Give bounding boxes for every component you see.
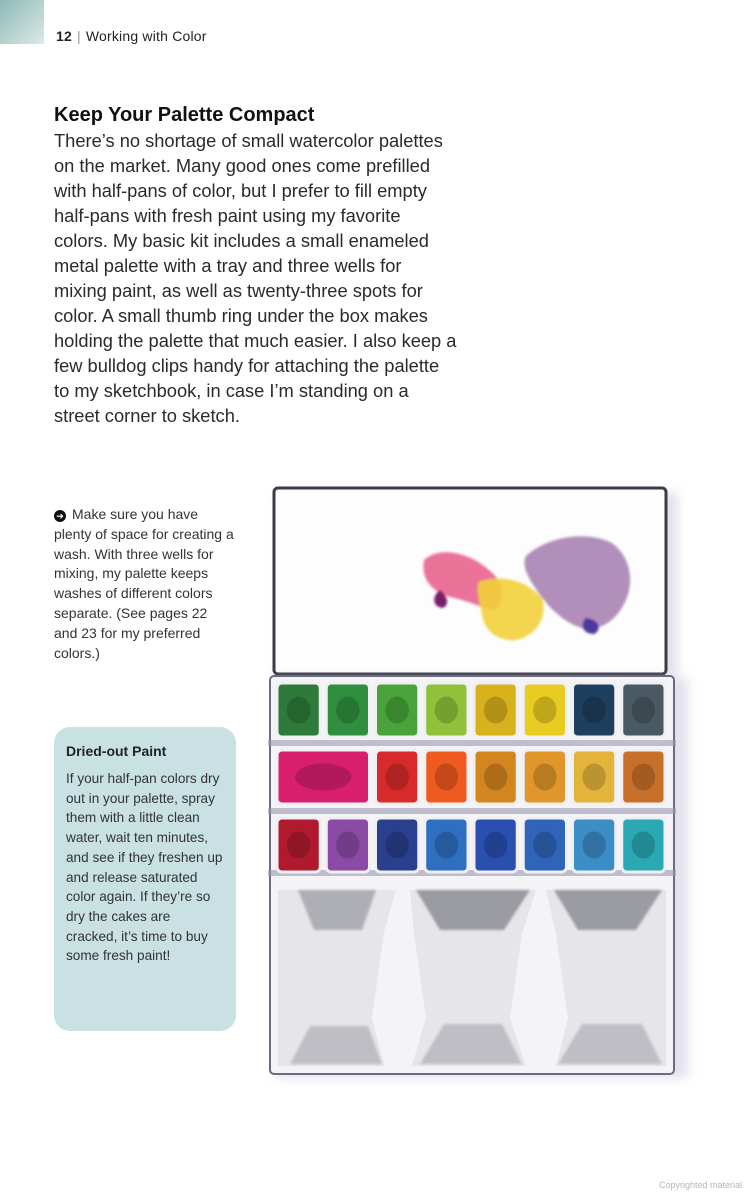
pan-texture [385, 832, 409, 859]
pan-texture [484, 697, 508, 724]
pan-texture [435, 764, 459, 791]
copyright-watermark: Copyrighted material [658, 1180, 742, 1190]
pan-texture [632, 764, 656, 791]
pan-texture [533, 764, 557, 791]
arrow-circle-icon: ➔ [54, 510, 66, 522]
running-head [56, 28, 207, 44]
pan-texture [435, 832, 459, 859]
pan-texture [435, 697, 459, 724]
pan-texture [484, 764, 508, 791]
corner-tab [0, 0, 44, 44]
pan-texture [582, 697, 606, 724]
row-divider [268, 808, 676, 814]
pan-texture [632, 832, 656, 859]
mixing-wells [278, 890, 666, 1066]
pan-texture [287, 697, 311, 724]
section-title: Working with Color [85, 28, 207, 44]
tip-sidebar [54, 727, 236, 1031]
sidebar-title: Dried-out Paint [66, 743, 167, 759]
pan-texture [533, 832, 557, 859]
pan-texture [484, 832, 508, 859]
sidebar-text: If your half-pan colors dry out in your palette, spray them with a little clean water, wait ten minutes, and see if they freshen up and release saturated color again. If they’re so dry the cakes are cracked, it’s time to buy some fresh paint! [66, 771, 223, 964]
pan-texture [385, 764, 409, 791]
article-body: There’s no shortage of small watercolor palettes on the market. Many good ones come prefilled with half-pans of color, but I prefer to fill empty half-pans with fresh paint using my favorite colors. My basic kit includes a small enameled metal palette with a tray and three wells for mixing paint, as well as twenty-three spots for color. A small thumb ring under the box makes holding the palette that much easier. I also keep a few bulldog clips handy for attaching the palette to my sketchbook, in case I’m standing on a street corner to sketch. [54, 130, 457, 426]
pan-texture [582, 764, 606, 791]
pan-texture [385, 697, 409, 724]
pan-texture [336, 697, 360, 724]
pan-texture [582, 832, 606, 859]
mixing-well [546, 890, 666, 1066]
illustration-caption [54, 505, 234, 663]
pan-texture [632, 697, 656, 724]
article-heading: Keep Your Palette Compact [54, 104, 315, 126]
caption-text: Make sure you have plenty of space for creating a wash. With three wells for mixing, my palette keeps washes of different colors separate. (See pages 22 and 23 for my preferred colors.) [54, 506, 234, 661]
pan-texture [336, 832, 360, 859]
pan-texture [295, 764, 351, 791]
row-divider [268, 740, 676, 746]
page-number: 12 [56, 28, 72, 44]
pan-texture [533, 697, 557, 724]
header-separator: | [76, 28, 81, 44]
pan-texture [287, 832, 311, 859]
watercolor-palette-illustration [264, 478, 704, 1098]
